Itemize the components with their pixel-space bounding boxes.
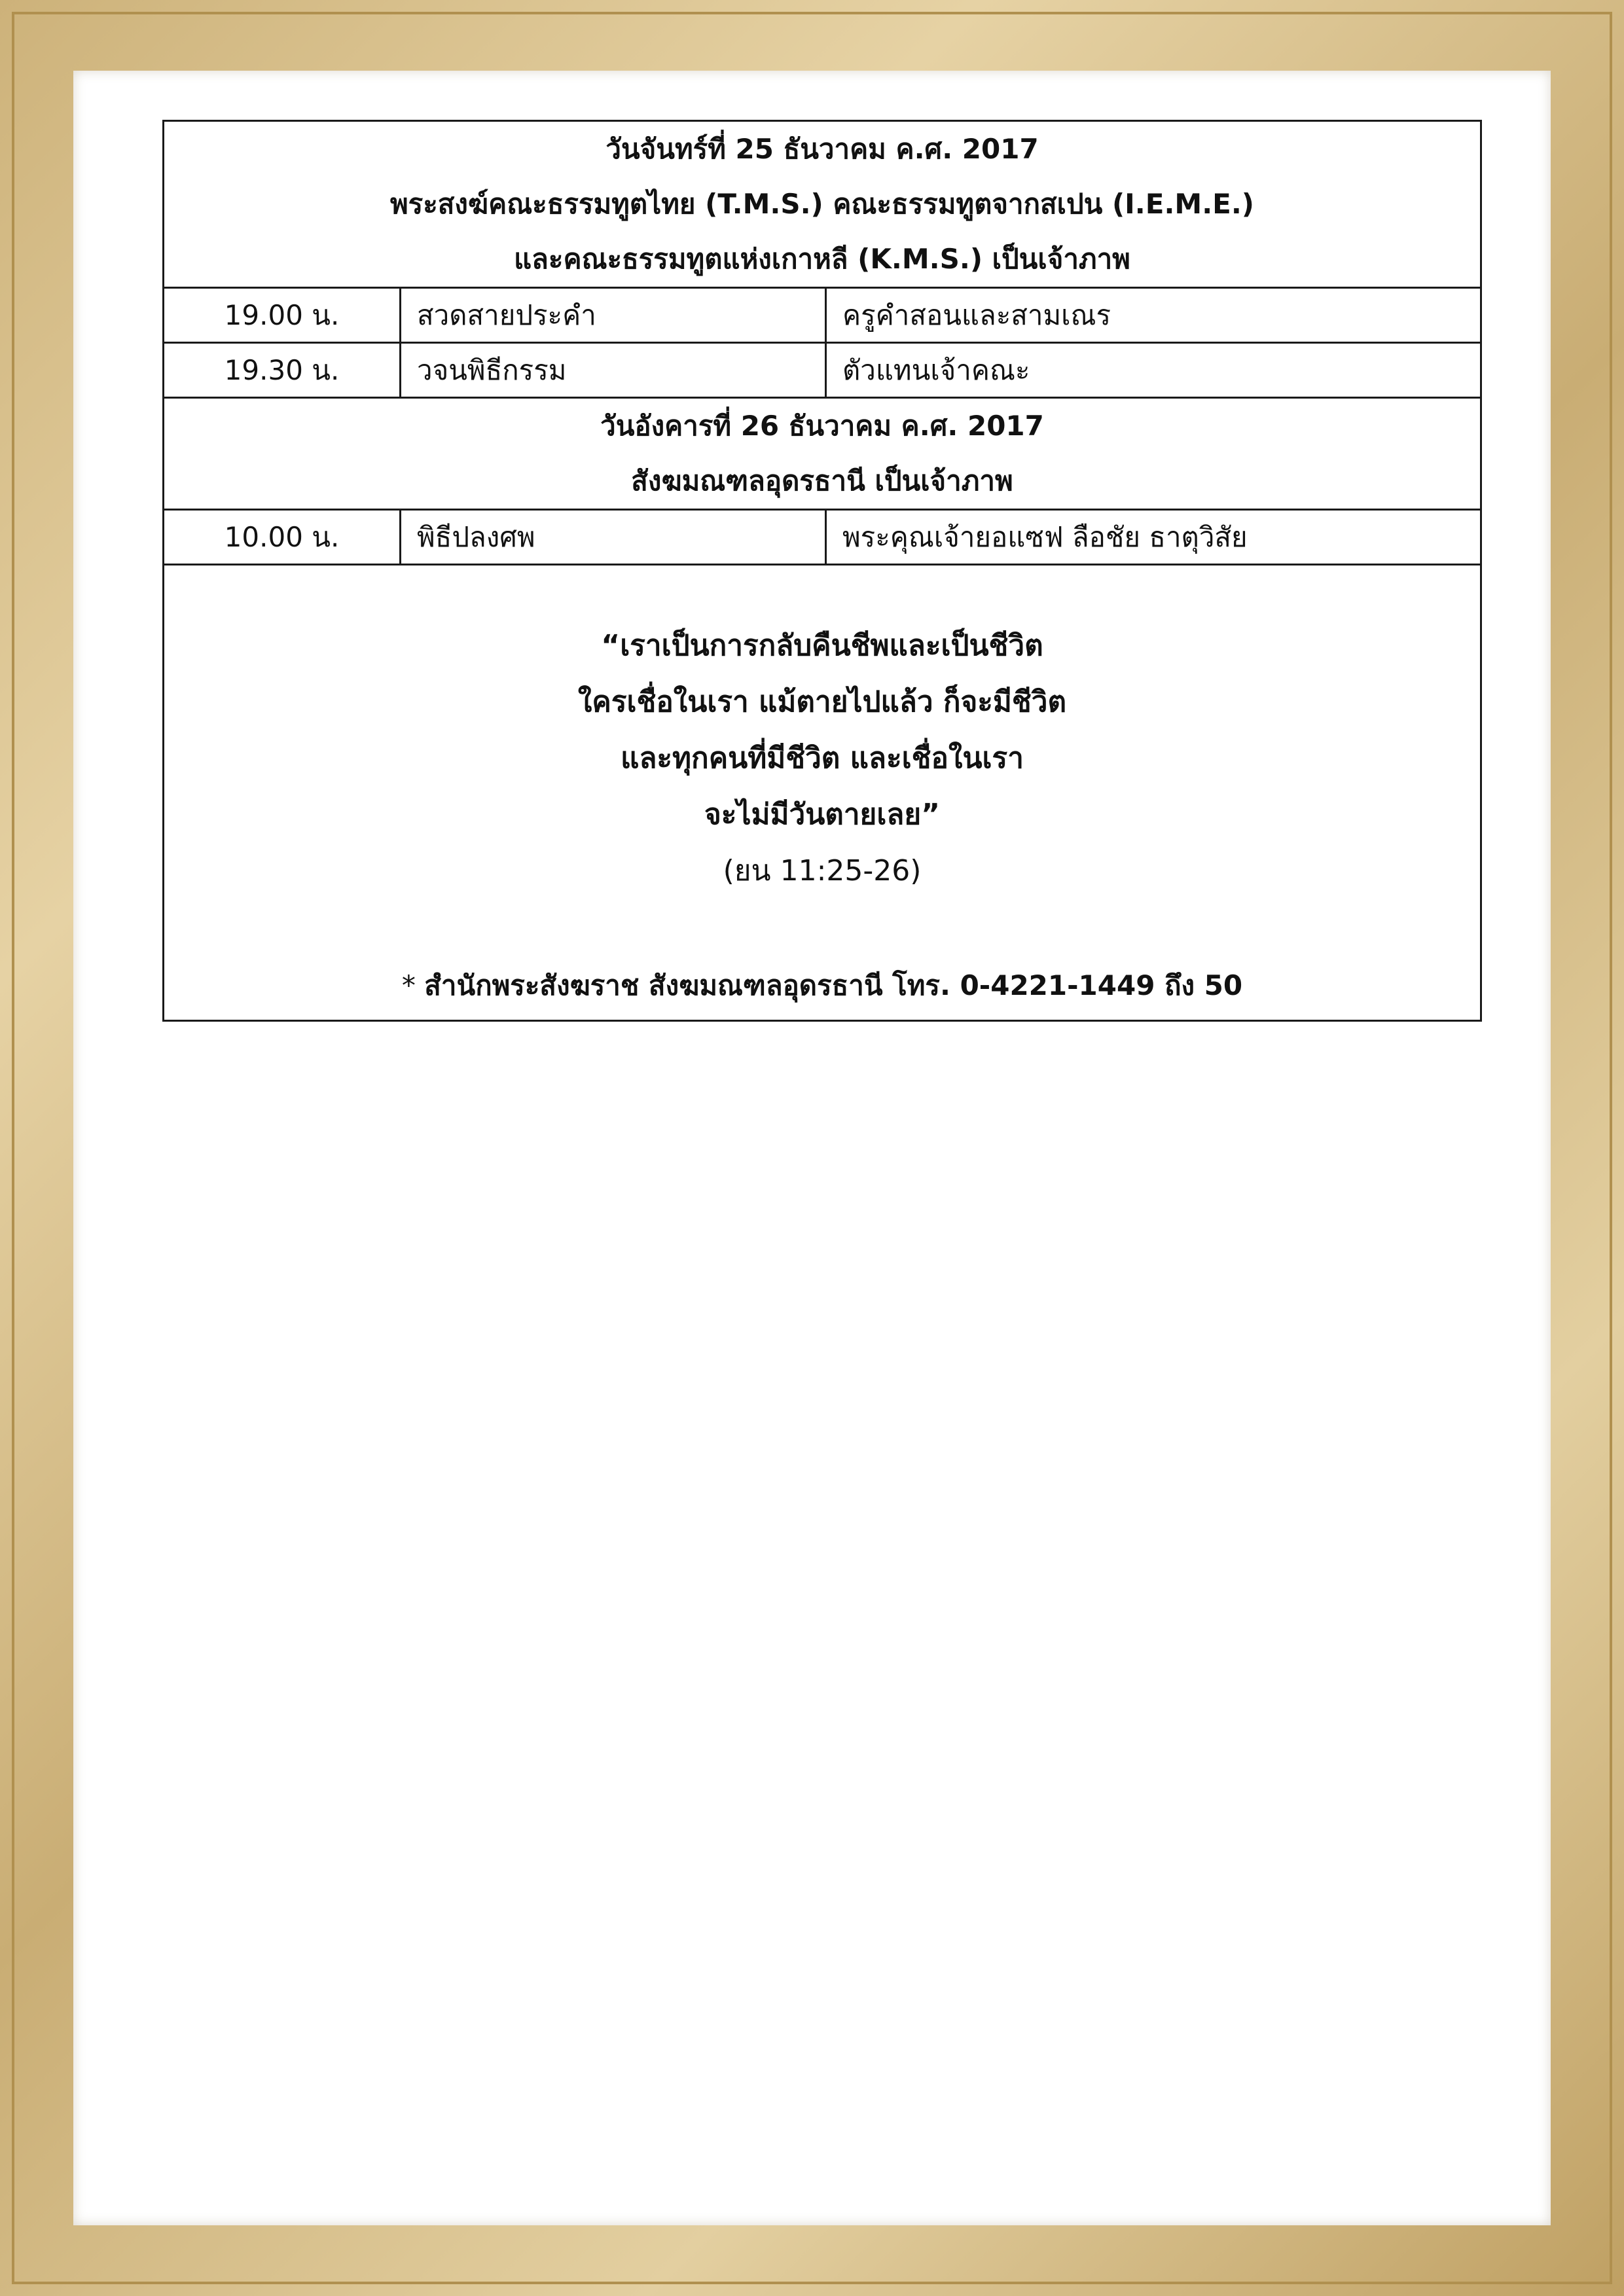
table-row <box>164 289 1480 344</box>
footnote-asterisk: * <box>401 969 416 1001</box>
footnote-text: สำนักพระสังฆราช สังฆมณฑลอุดรธานี โทร. 0-4221-1449 ถึง 50 <box>424 969 1243 1001</box>
day2-date: วันอังคารที่ 26 ธันวาคม ค.ศ. 2017 <box>600 410 1044 442</box>
event-cell: พิธีปลงศพ <box>401 511 827 564</box>
day1-hosts-line1: พระสงฆ์คณะธรรมทูตไทย (T.M.S.) คณะธรรมทูตจากสเปน (I.E.M.E.) <box>389 188 1254 220</box>
day1-hosts-line2: และคณะธรรมทูตแห่งเกาหลี (K.M.S.) เป็นเจ้าภาพ <box>514 243 1130 275</box>
time-cell: 10.00 น. <box>164 511 401 564</box>
quote-line: ใครเชื่อในเรา แม้ตายไปแล้ว ก็จะมีชีวิต <box>577 685 1067 719</box>
day2-heading <box>164 399 1480 511</box>
table-row <box>164 344 1480 399</box>
event-cell: สวดสายประคำ <box>401 289 827 342</box>
table-row <box>164 511 1480 565</box>
quote-reference: (ยน 11:25-26) <box>723 854 922 888</box>
time-cell: 19.30 น. <box>164 344 401 397</box>
quote-line: และทุกคนที่มีชีวิต และเชื่อในเรา <box>621 742 1024 775</box>
schedule-table <box>162 120 1482 1022</box>
time-cell: 19.00 น. <box>164 289 401 342</box>
quote-line: “เราเป็นการกลับคืนชีพและเป็นชีวิต <box>601 629 1043 662</box>
host-cell: พระคุณเจ้ายอแซฟ ลือชัย ธาตุวิสัย <box>842 520 1248 553</box>
day1-date: วันจันทร์ที่ 25 ธันวาคม ค.ศ. 2017 <box>605 133 1039 165</box>
day1-heading <box>164 122 1480 289</box>
scripture-quote <box>164 565 1480 912</box>
host-cell: ครูคำสอนและสามเณร <box>842 298 1111 331</box>
quote-line: จะไม่มีวันตายเลย” <box>704 798 941 831</box>
contact-footnote <box>164 912 1480 1020</box>
host-cell: ตัวแทนเจ้าคณะ <box>842 353 1030 386</box>
event-cell: วจนพิธีกรรม <box>401 344 827 397</box>
day2-hosts: สังฆมณฑลอุดรธานี เป็นเจ้าภาพ <box>631 465 1013 497</box>
